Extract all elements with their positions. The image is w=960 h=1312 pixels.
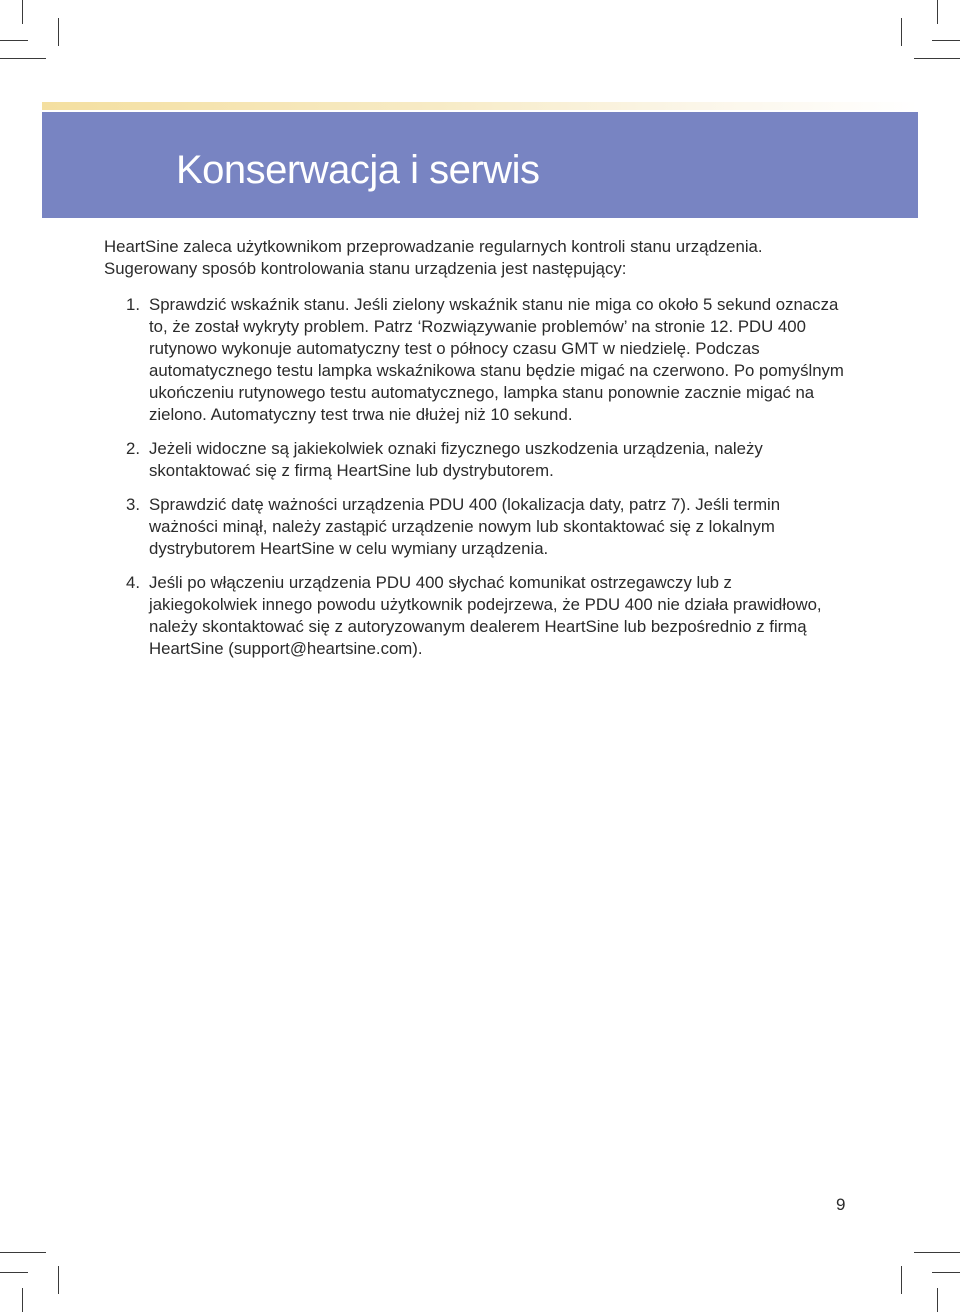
intro-line: Sugerowany sposób kontrolowania stanu urządzenia jest następujący: bbox=[104, 259, 627, 278]
intro-paragraph bbox=[104, 236, 844, 280]
crop-mark bbox=[0, 1252, 46, 1253]
page-title: Konserwacja i serwis bbox=[176, 148, 540, 192]
list-item bbox=[104, 572, 844, 660]
step-number: 1. bbox=[126, 295, 140, 314]
intro-line: HeartSine zaleca użytkownikom przeprowadzanie regularnych kontroli stanu urządzenia. bbox=[104, 237, 763, 256]
crop-mark bbox=[58, 18, 59, 46]
crop-mark bbox=[58, 1266, 59, 1294]
step-text: Sprawdzić datę ważności urządzenia PDU 400 (lokalizacja daty, patrz 7). Jeśli termin ważności minął, należy zastąpić urządzenie nowym lub skontaktować się z lokalnym dystrybutorem HeartSine w celu wymiany urządzenia. bbox=[149, 495, 781, 558]
crop-mark bbox=[0, 40, 28, 41]
header-accent-strip bbox=[42, 102, 918, 110]
crop-mark bbox=[22, 1288, 23, 1312]
step-text: Jeżeli widoczne są jakiekolwiek oznaki fizycznego uszkodzenia urządzenia, należy skontaktować się z firmą HeartSine lub dystrybutorem. bbox=[149, 439, 763, 480]
main-content bbox=[104, 236, 844, 672]
crop-mark bbox=[901, 18, 902, 46]
crop-mark bbox=[0, 1272, 28, 1273]
crop-mark bbox=[901, 1266, 902, 1294]
crop-mark bbox=[932, 40, 960, 41]
title-banner bbox=[42, 112, 918, 218]
step-number: 2. bbox=[126, 439, 140, 458]
crop-mark bbox=[0, 58, 46, 59]
step-text: Jeśli po włączeniu urządzenia PDU 400 słychać komunikat ostrzegawczy lub z jakiegokolwiek innego powodu użytkownik podejrzewa, że PDU 400 nie działa prawidłowo, należy skontaktować się z autoryzowanym dealerem HeartSine lub bezpośrednio z firmą HeartSine (support@heartsine.com). bbox=[149, 573, 822, 658]
crop-mark bbox=[932, 1272, 960, 1273]
list-item bbox=[104, 438, 844, 482]
crop-mark bbox=[937, 1288, 938, 1312]
step-text: Sprawdzić wskaźnik stanu. Jeśli zielony wskaźnik stanu nie miga co około 5 sekund oznacza to, że został wykryty problem. Patrz ‘Rozwiązywanie problemów’ na stronie 12. PDU 400 rutynowo wykonuje automatyczny test o północy czasu GMT w niedzielę. Podczas automatycznego testu lampka wskaźnikowa stanu będzie migać na czerwono. Po pomyślnym ukończeniu rutynowego testu automatycznego, lampka stanu ponownie zacznie migać na zielono. Automatyczny test trwa nie dłużej niż 10 sekund. bbox=[149, 295, 844, 424]
crop-mark bbox=[937, 0, 938, 24]
crop-mark bbox=[914, 58, 960, 59]
page-number: 9 bbox=[836, 1195, 846, 1214]
list-item bbox=[104, 494, 844, 560]
step-number: 4. bbox=[126, 573, 140, 592]
crop-mark bbox=[22, 0, 23, 24]
steps-list bbox=[104, 294, 844, 660]
step-number: 3. bbox=[126, 495, 140, 514]
list-item bbox=[104, 294, 844, 426]
crop-mark bbox=[914, 1252, 960, 1253]
